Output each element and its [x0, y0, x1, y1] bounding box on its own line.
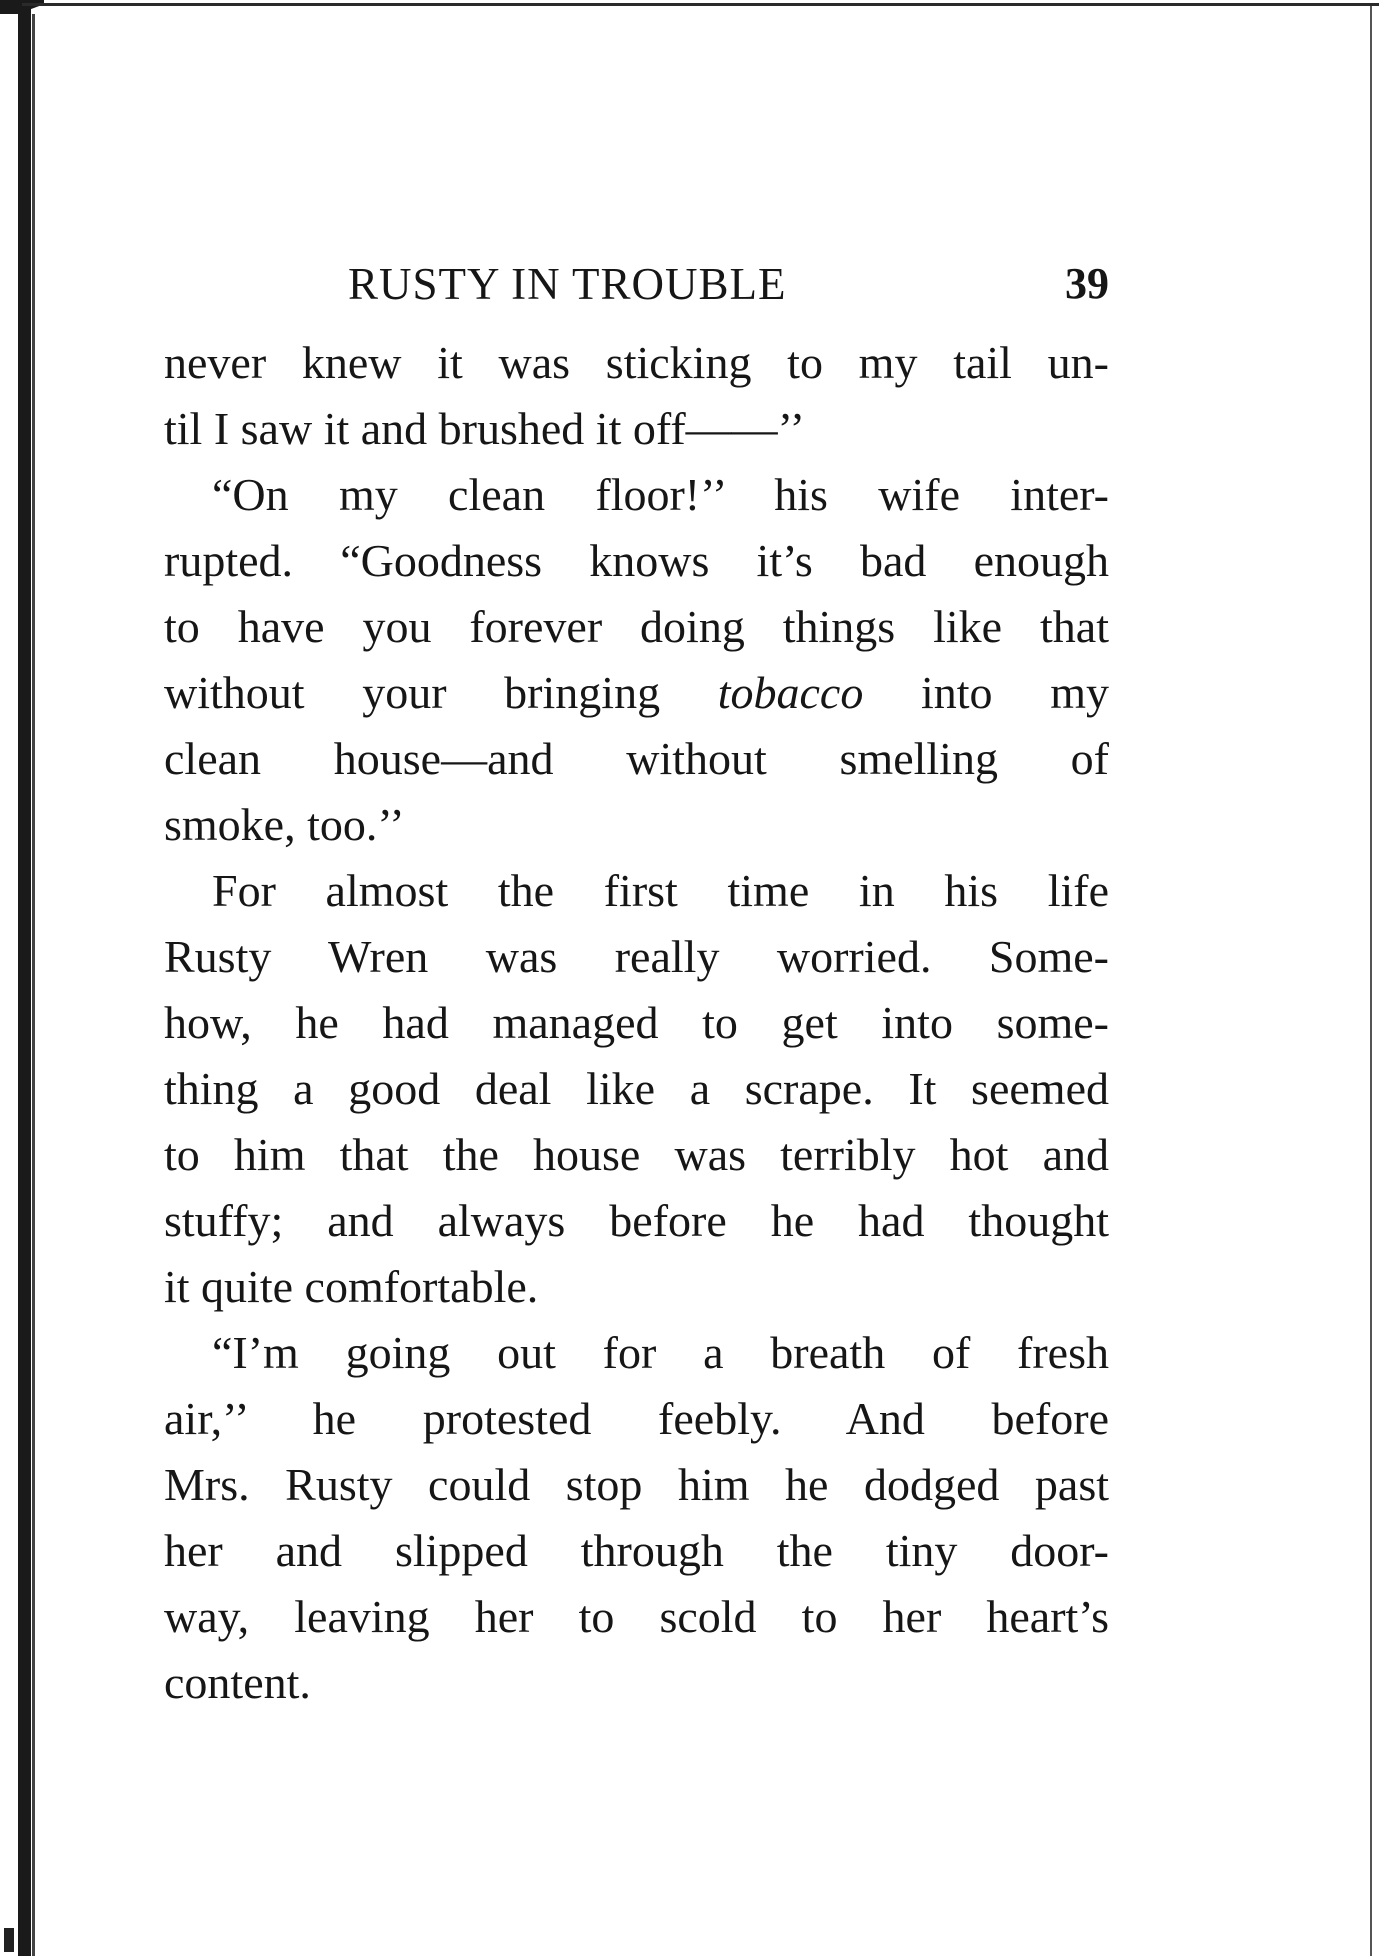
text-line: to have you forever doing things like that — [164, 601, 1109, 652]
page-binding-edge — [18, 0, 31, 1956]
text-line: never knew it was sticking to my tail un- — [164, 337, 1109, 388]
text-line-end: into my — [863, 667, 1109, 718]
page-binding-shadow — [32, 14, 35, 1956]
page-right-edge — [1370, 6, 1372, 1956]
scan-artifact-mark — [4, 1928, 14, 1952]
text-line — [164, 660, 1109, 726]
text-line: way, leaving her to scold to her heart’s — [164, 1591, 1109, 1642]
page-top-edge — [22, 3, 1379, 6]
text-line: how, he had managed to get into some- — [164, 997, 1109, 1048]
text-line-start: without your bringing — [164, 667, 718, 718]
text-line: clean house—and without smelling of — [164, 733, 1109, 784]
text-line: thing a good deal like a scrape. It seemed — [164, 1063, 1109, 1114]
text-line: to him that the house was terribly hot and — [164, 1129, 1109, 1180]
running-head — [164, 258, 1109, 318]
body-text — [164, 330, 1109, 1716]
text-line: Rusty Wren was really worried. Some- — [164, 931, 1109, 982]
text-line: rupted. “Goodness knows it’s bad enough — [164, 535, 1109, 586]
text-line: For almost the first time in his life — [212, 865, 1109, 916]
italic-word: tobacco — [717, 667, 864, 718]
text-line: stuffy; and always before he had thought — [164, 1195, 1109, 1246]
text-line: Mrs. Rusty could stop him he dodged past — [164, 1459, 1109, 1510]
page-number: 39 — [1065, 259, 1109, 308]
text-line: smoke, too.’’ — [164, 799, 405, 850]
text-line: “On my clean floor!’’ his wife inter- — [212, 469, 1109, 520]
text-line: it quite comfortable. — [164, 1261, 539, 1312]
text-line: air,’’ he protested feebly. And before — [164, 1393, 1109, 1444]
text-line: her and slipped through the tiny door- — [164, 1525, 1109, 1576]
running-title: RUSTY IN TROUBLE — [348, 259, 787, 309]
text-line: content. — [164, 1657, 311, 1708]
text-line: til I saw it and brushed it off——’’ — [164, 403, 805, 454]
text-line: “I’m going out for a breath of fresh — [212, 1327, 1109, 1378]
